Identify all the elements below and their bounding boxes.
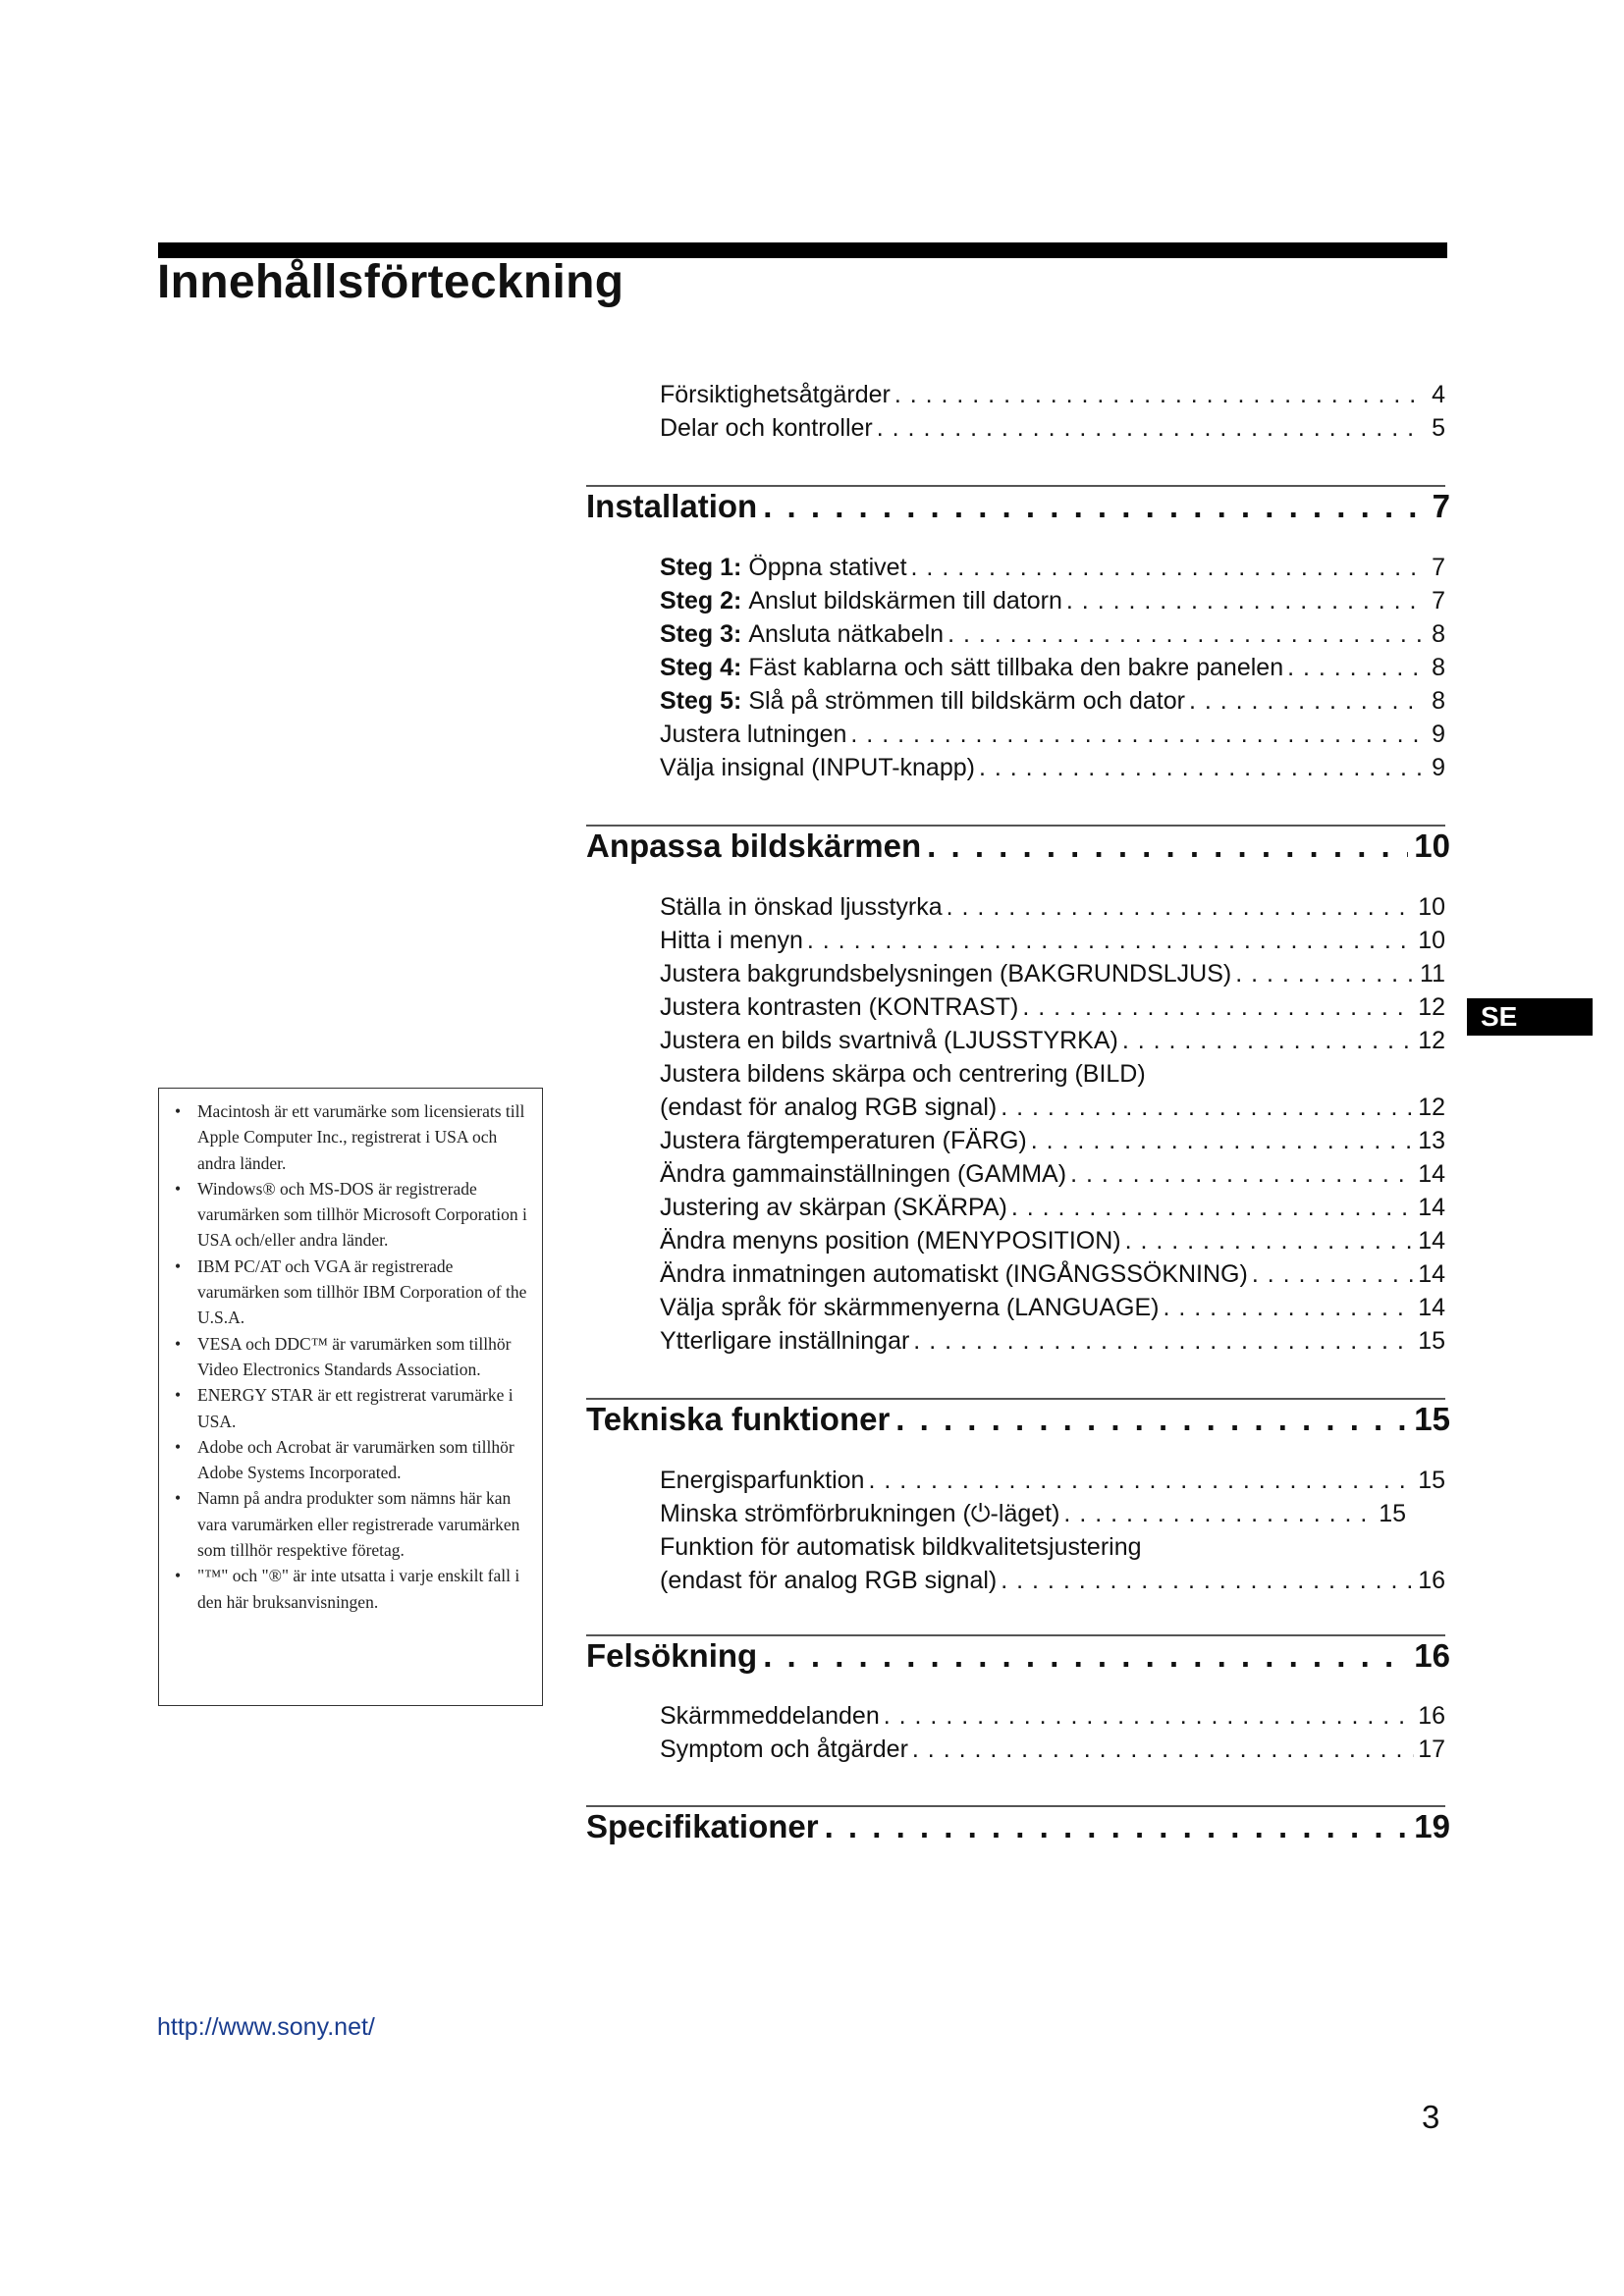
trademark-note: • Namn på andra produkter som nämns här kan vara varumärken eller registrerade varumärken som tillhör respektive företag.	[173, 1485, 532, 1563]
trademark-note: • IBM PC/AT och VGA är registrerade varumärken som tillhör IBM Corporation of the U.S.A.	[173, 1254, 532, 1331]
dot-leader	[1252, 1256, 1414, 1292]
toc-entry-valja-insignal[interactable]	[660, 750, 1445, 785]
dot-leader	[884, 1698, 1414, 1734]
toc-entry-label: Justera bakgrundsbelysningen (BAKGRUNDSLJUS)	[660, 960, 1232, 988]
toc-entry-page: 10	[1418, 893, 1445, 921]
dot-leader	[1011, 1190, 1414, 1225]
toc-entry-label: Slå på strömmen till bildskärm och dator	[748, 687, 1185, 715]
dot-leader	[1031, 1123, 1414, 1158]
toc-entry-label: Försiktighetsåtgärder	[660, 381, 891, 408]
toc-entry-page: 9	[1432, 754, 1445, 781]
toc-entry-farg[interactable]	[660, 1123, 1445, 1158]
trademark-note: • Adobe och Acrobat är varumärken som tillhör Adobe Systems Incorporated.	[173, 1434, 532, 1486]
toc-entry-label: Symptom och åtgärder	[660, 1735, 908, 1763]
toc-entry-page: 16	[1418, 1567, 1445, 1594]
section-title: Felsökning	[586, 1637, 758, 1674]
section-title: Installation	[586, 488, 758, 524]
toc-entry-page: 14	[1418, 1227, 1445, 1255]
dot-leader	[1122, 1023, 1414, 1058]
toc-entry-justera-lutningen[interactable]	[660, 717, 1445, 752]
toc-entry-label: Minska strömförbrukningen (⏻-läget)	[660, 1500, 1060, 1527]
toc-entry-page: 13	[1418, 1127, 1445, 1154]
toc-entry-label: Justering av skärpan (SKÄRPA)	[660, 1194, 1007, 1221]
toc-entry-page: 8	[1432, 620, 1445, 648]
dot-leader	[894, 377, 1424, 412]
toc-entry-label: Ställa in önskad ljusstyrka	[660, 893, 943, 921]
toc-entry-menyposition[interactable]	[660, 1223, 1445, 1258]
dot-leader	[927, 825, 1408, 868]
toc-entry-page: 14	[1418, 1194, 1445, 1221]
dot-leader	[1063, 1496, 1375, 1531]
toc-entry-steg-5[interactable]	[660, 683, 1445, 719]
toc-entry-label: (endast för analog RGB signal)	[660, 1567, 998, 1594]
toc-entry-bild-line1[interactable]: Justera bildens skärpa och centrering (BILD)	[660, 1060, 1146, 1088]
trademark-notice-box	[158, 1088, 543, 1706]
toc-entry-steg-3[interactable]	[660, 616, 1445, 652]
dot-leader	[1070, 1156, 1414, 1192]
toc-entry-forsiktighetsatgarder[interactable]	[660, 377, 1445, 412]
section-page: 10	[1414, 828, 1450, 864]
toc-entry-page: 14	[1418, 1160, 1445, 1188]
toc-entry-page: 12	[1418, 1094, 1445, 1121]
toc-entry-steg-4[interactable]	[660, 650, 1445, 685]
dot-leader	[868, 1463, 1414, 1498]
toc-entry-bakgrundsljus[interactable]	[660, 956, 1445, 991]
toc-entry-delar-och-kontroller[interactable]	[660, 410, 1445, 446]
toc-entry-label: Ändra gammainställningen (GAMMA)	[660, 1160, 1067, 1188]
dot-leader	[979, 750, 1424, 785]
toc-entry-symptom[interactable]	[660, 1732, 1445, 1767]
toc-entry-page: 16	[1418, 1702, 1445, 1730]
section-title: Anpassa bildskärmen	[586, 828, 922, 864]
toc-entry-page: 14	[1418, 1294, 1445, 1321]
dot-leader	[1163, 1290, 1414, 1325]
language-tab: SE	[1467, 998, 1593, 1036]
toc-entry-label: Ändra inmatningen automatiskt (INGÅNGSSÖKNING)	[660, 1260, 1248, 1288]
trademark-note: • Windows® och MS-DOS är registrerade varumärken som tillhör Microsoft Corporation i USA och/eller andra länder.	[173, 1176, 532, 1254]
toc-entry-gamma[interactable]	[660, 1156, 1445, 1192]
step-label: Steg 3:	[660, 620, 742, 648]
section-page: 16	[1414, 1637, 1450, 1674]
toc-entry-page: 7	[1432, 554, 1445, 581]
toc-entry-auto-line1[interactable]: Funktion för automatisk bildkvalitetsjustering	[660, 1533, 1142, 1561]
toc-entry-page: 11	[1420, 960, 1445, 988]
dot-leader	[913, 1323, 1414, 1359]
section-page: 7	[1432, 488, 1450, 524]
section-page: 19	[1414, 1808, 1450, 1844]
dot-leader	[850, 717, 1424, 752]
section-title: Tekniska funktioner	[586, 1401, 891, 1437]
section-heading-installation[interactable]	[586, 485, 1450, 528]
toc-entry-ljusstyrka[interactable]	[660, 1023, 1445, 1058]
dot-leader	[763, 1634, 1408, 1678]
trademark-note: • VESA och DDC™ är varumärken som tillhör Video Electronics Standards Association.	[173, 1331, 532, 1383]
section-heading-anpassa-bildskarmen[interactable]	[586, 825, 1450, 868]
step-label: Steg 4:	[660, 654, 742, 681]
toc-entry-language[interactable]	[660, 1290, 1445, 1325]
toc-entry-label: Hitta i menyn	[660, 927, 803, 954]
section-heading-specifikationer[interactable]	[586, 1805, 1450, 1848]
toc-entry-label: Justera en bilds svartnivå (LJUSSTYRKA)	[660, 1027, 1118, 1054]
trademark-note: • ENERGY STAR är ett registrerat varumärke i USA.	[173, 1382, 532, 1434]
dot-leader	[1001, 1090, 1414, 1125]
toc-entry-steg-1[interactable]	[660, 550, 1445, 585]
dot-leader	[947, 889, 1415, 925]
toc-entry-auto-line2[interactable]	[660, 1563, 1445, 1598]
dot-leader	[1235, 956, 1416, 991]
toc-entry-kontrast[interactable]	[660, 989, 1445, 1025]
toc-entry-skarmmeddelanden[interactable]	[660, 1698, 1445, 1734]
sony-url-link[interactable]: http://www.sony.net/	[157, 2013, 375, 2041]
toc-entry-ytterligare[interactable]	[660, 1323, 1445, 1359]
toc-entry-stalla-in-ljusstyrka[interactable]	[660, 889, 1445, 925]
toc-entry-bild-line2[interactable]	[660, 1090, 1445, 1125]
toc-entry-label: Ansluta nätkabeln	[748, 620, 945, 648]
page-number: 3	[1422, 2099, 1440, 2135]
toc-entry-page: 17	[1418, 1735, 1445, 1763]
toc-entry-page: 15	[1418, 1327, 1445, 1355]
toc-entry-page: 15	[1379, 1500, 1406, 1527]
step-label: Steg 2:	[660, 587, 742, 614]
toc-entry-label: Justera kontrasten (KONTRAST)	[660, 993, 1019, 1021]
section-page: 15	[1414, 1401, 1450, 1437]
toc-entry-skarpa[interactable]	[660, 1190, 1445, 1225]
dot-leader	[1287, 650, 1424, 685]
toc-entry-page: 15	[1418, 1467, 1445, 1494]
toc-entry-label: Justera färgtemperaturen (FÄRG)	[660, 1127, 1027, 1154]
toc-entry-label: Ändra menyns position (MENYPOSITION)	[660, 1227, 1121, 1255]
toc-entry-page: 12	[1418, 993, 1445, 1021]
toc-entry-label: (endast för analog RGB signal)	[660, 1094, 998, 1121]
dot-leader	[911, 550, 1424, 585]
toc-entry-page: 8	[1432, 687, 1445, 715]
step-label: Steg 1:	[660, 554, 742, 581]
dot-leader	[1066, 583, 1424, 618]
step-label: Steg 5:	[660, 687, 742, 715]
section-heading-tekniska-funktioner[interactable]	[586, 1398, 1450, 1441]
toc-entry-label: Välja insignal (INPUT-knapp)	[660, 754, 975, 781]
section-heading-felsokning[interactable]	[586, 1634, 1450, 1678]
toc-entry-label: Fäst kablarna och sätt tillbaka den bakre panelen	[748, 654, 1284, 681]
toc-entry-label: Energisparfunktion	[660, 1467, 865, 1494]
toc-entry-label: Ytterligare inställningar	[660, 1327, 910, 1355]
toc-entry-label: Anslut bildskärmen till datorn	[748, 587, 1062, 614]
toc-entry-ingangssokning[interactable]	[660, 1256, 1445, 1292]
toc-entry-page: 9	[1432, 721, 1445, 748]
dot-leader	[895, 1398, 1408, 1441]
toc-entry-steg-2[interactable]	[660, 583, 1445, 618]
dot-leader	[1189, 683, 1424, 719]
section-title: Specifikationer	[586, 1808, 819, 1844]
toc-entry-minska-stromforbrukningen[interactable]	[660, 1496, 1406, 1531]
toc-entry-label: Välja språk för skärmmenyerna (LANGUAGE)	[660, 1294, 1160, 1321]
toc-entry-hitta-i-menyn[interactable]	[660, 923, 1445, 958]
dot-leader	[1022, 989, 1414, 1025]
toc-entry-page: 8	[1432, 654, 1445, 681]
dot-leader	[1125, 1223, 1415, 1258]
toc-entry-energisparfunktion[interactable]	[660, 1463, 1445, 1498]
toc-entry-page: 7	[1432, 587, 1445, 614]
dot-leader	[807, 923, 1414, 958]
dot-leader	[912, 1732, 1414, 1767]
toc-entry-page: 5	[1432, 414, 1445, 442]
toc-entry-label: Justera lutningen	[660, 721, 847, 748]
toc-entry-page: 14	[1418, 1260, 1445, 1288]
toc-entry-page: 12	[1418, 1027, 1445, 1054]
toc-entry-page: 10	[1418, 927, 1445, 954]
dot-leader	[825, 1805, 1409, 1848]
dot-leader	[1001, 1563, 1414, 1598]
dot-leader	[763, 485, 1426, 528]
toc-entry-label: Öppna stativet	[748, 554, 907, 581]
dot-leader	[877, 410, 1424, 446]
page-title: Innehållsförteckning	[157, 256, 624, 308]
toc-entry-label: Delar och kontroller	[660, 414, 873, 442]
dot-leader	[947, 616, 1424, 652]
toc-entry-page: 4	[1432, 381, 1445, 408]
toc-entry-label: Skärmmeddelanden	[660, 1702, 880, 1730]
trademark-note: • "™" och "®" är inte utsatta i varje enskilt fall i den här bruksanvisningen.	[173, 1563, 532, 1615]
trademark-note: • Macintosh är ett varumärke som licensierats till Apple Computer Inc., registrerat i USA och andra länder.	[173, 1098, 532, 1176]
